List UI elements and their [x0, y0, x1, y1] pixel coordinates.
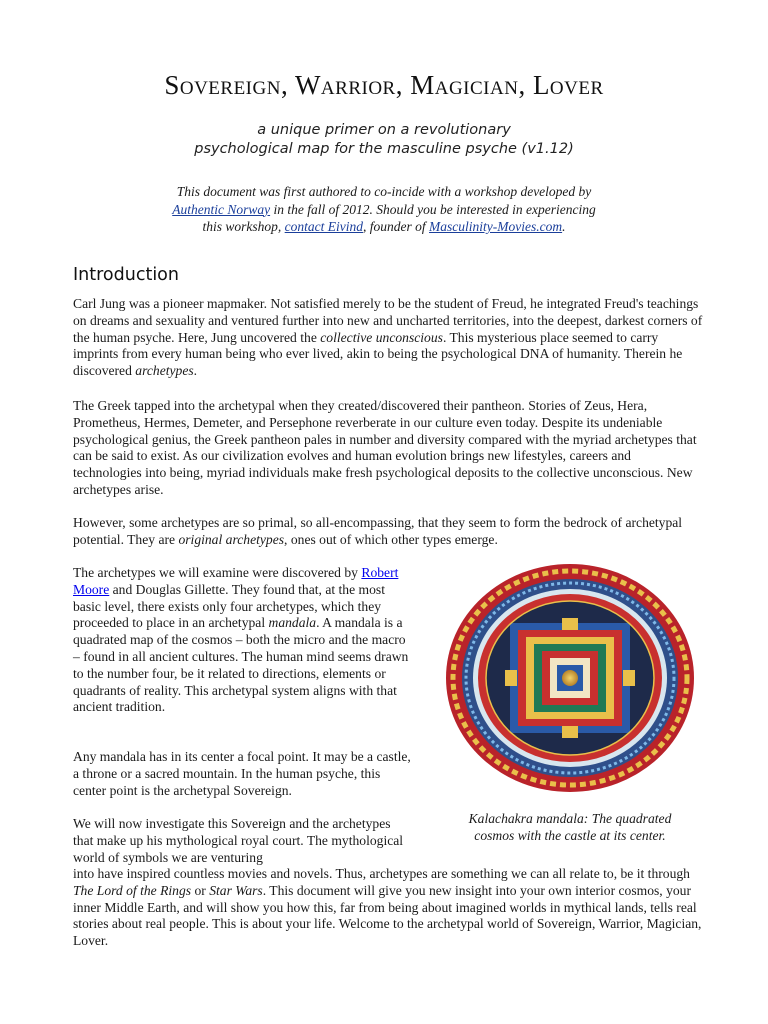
subtitle-line-2: psychological map for the masculine psyche (v1.12) — [194, 141, 574, 157]
paragraph-jung: Carl Jung was a pioneer mapmaker. Not satisfied merely to be the student of Freud, he integrated Freud's teachings on dreams and sexuality and ventured further into new and uncharted territories, into the deepest, darkest corners of the human psyche. Here, Jung uncovered the collective unconscious. This mysterious place seemed to carry imprints from every human being who ever lived, akin to being the psychological DNA of humanity. Therein he discovered archetypes. — [73, 296, 703, 379]
note-text: this workshop, — [202, 219, 285, 234]
paragraph-moore-gillette: The archetypes we will examine were discovered by Robert Moore and Douglas Gillette. They found that, at the most basic level, there exists only four archetypes, which they proceeded to place in an archetypal mandala. A mandala is a quadrated map of the cosmos – both the micro and the macro – found in all ancient cultures. The human mind seems drawn to the number four, be it related to directions, elements or quadrants of reality. This archetypal system aligns with that ancient tradition. — [73, 565, 409, 715]
paragraph-focal-point: Any mandala has in its center a focal point. It may be a castle, a throne or a sacred mountain. In the human psyche, this center point is the archetypal Sovereign. — [73, 749, 411, 798]
document-title: Sovereign, Warrior, Magician, Lover — [164, 70, 604, 100]
masculinity-movies-link[interactable]: Masculinity-Movies.com — [429, 219, 563, 234]
caption-line-1: Kalachakra mandala: The quadrated — [468, 811, 672, 826]
section-heading: Introduction — [73, 265, 179, 285]
note-text: , founder of — [363, 219, 430, 234]
paragraph-greek: The Greek tapped into the archetypal when they created/discovered their pantheon. Stories of Zeus, Hera, Prometheus, Hermes, Demeter, and Persephone reverberate in our culture even today. Despite its undeniable psychological genius, the Greek pantheon pales in number and diversity compared with the myriad archetypes that can be said to exist. As our civilization evolves and human evolution brings new lifestyles, careers and technologies into being, myriad individuals make fresh psychological deposits to the collective unconscious. New archetypes arise. — [73, 398, 697, 497]
note-text: . — [562, 219, 566, 234]
robert-moore-link[interactable]: Robert Moore — [73, 565, 399, 597]
subtitle-line-1: a unique primer on a revolutionary — [257, 122, 511, 138]
note-text: This document was first authored to co-incide with a workshop developed by — [176, 184, 592, 199]
mandala-caption — [420, 810, 720, 844]
contact-eivind-link[interactable]: contact Eivind — [284, 219, 364, 234]
paragraph-original-archetypes: However, some archetypes are so primal, so all-encompassing, that they seem to form the bedrock of archetypal potential. They are original archetypes, ones out of which other types emerge. — [73, 515, 683, 547]
paragraph-royal-court: We will now investigate this Sovereign and the archetypes that make up his mythological royal court. The mythological world of symbols we are venturing — [73, 816, 404, 865]
authentic-norway-link[interactable]: Authentic Norway — [172, 201, 271, 217]
authorship-note — [0, 183, 768, 236]
document-subtitle — [0, 121, 768, 159]
note-text: in the fall of 2012. Should you be interested in experiencing — [270, 201, 596, 217]
paragraph-movies-novels: into have inspired countless movies and novels. Thus, archetypes are something we can all relate to, be it through The Lord of the Rings or Star Wars. This document will give you new insight into your own interior cosmos, your inner Middle Earth, and will show you how this, far from being about imagined worlds in mythical lands, tells real stories about real people. This is about your life. Welcome to the archetypal world of Sovereign, Warrior, Magician, Lover. — [73, 866, 702, 949]
caption-line-2: cosmos with the castle at its center. — [474, 828, 666, 843]
kalachakra-mandala-image — [444, 562, 696, 794]
